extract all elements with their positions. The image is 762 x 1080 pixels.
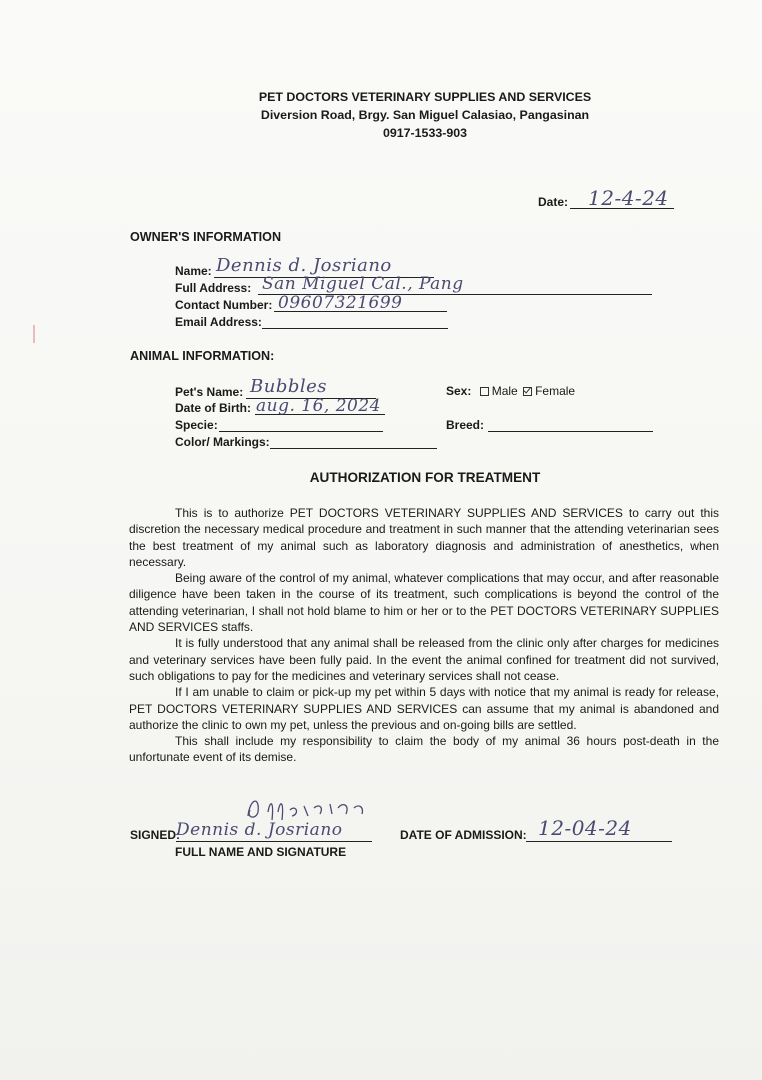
full-name-signature-label: FULL NAME AND SIGNATURE	[175, 845, 347, 859]
admission-label: DATE OF ADMISSION:	[400, 828, 527, 842]
authorization-paragraph: Being aware of the control of my animal, whatever complications that may occur, and after reasonable diligence have been taken in the course of its treatment, such complications is beyond the control of the attending veterinarian, I shall not hold blame to him or her or to the PET DOCTORS VETERINARY SUPPLIES AND SERVICES staffs.	[129, 571, 719, 635]
color-label: Color/ Markings:	[175, 435, 270, 449]
sex-field	[446, 384, 575, 398]
owner-address-value[interactable]: San Miguel Cal., Pang	[262, 274, 464, 294]
date-value[interactable]: 12-4-24	[588, 186, 669, 210]
breed-label: Breed:	[446, 418, 485, 432]
owner-address-label: Full Address:	[175, 281, 252, 295]
owner-name-label: Name:	[175, 264, 212, 278]
paper-mark	[33, 325, 35, 343]
owner-contact-value[interactable]: 09607321699	[278, 293, 403, 313]
sex-male-checkbox[interactable]	[480, 387, 489, 396]
animal-section-title: ANIMAL INFORMATION:	[130, 349, 275, 363]
owner-name-value[interactable]: Dennis d. Josriano	[216, 255, 392, 276]
dob-value[interactable]: aug. 16, 2024	[256, 396, 381, 416]
pet-name-value[interactable]: Bubbles	[250, 376, 328, 397]
breed-line	[488, 431, 653, 432]
signed-line	[176, 841, 372, 842]
authorization-paragraph: If I am unable to claim or pick-up my pet within 5 days with notice that my animal is ready for release, PET DOCTORS VETERINARY SUPPLIES AND SERVICES can assume that my animal is abandoned and authorize the clinic to own my pet, unless the previous and on-going bills are settled.	[129, 685, 719, 732]
sex-label: Sex:	[446, 384, 472, 398]
specie-label: Specie:	[175, 418, 218, 432]
color-line	[270, 448, 437, 449]
dob-label: Date of Birth:	[175, 401, 251, 415]
admission-value[interactable]: 12-04-24	[538, 816, 632, 840]
business-address: Diversion Road, Brgy. San Miguel Calasiao, Pangasinan	[260, 108, 590, 122]
owner-section-title: OWNER'S INFORMATION	[130, 230, 282, 244]
owner-contact-label: Contact Number:	[175, 298, 273, 312]
signature-scribble	[238, 790, 378, 826]
sex-female-label: Female	[535, 384, 576, 398]
owner-email-label: Email Address:	[175, 315, 262, 329]
pet-name-label: Pet's Name:	[175, 385, 244, 399]
sex-female-checkbox[interactable]	[523, 387, 532, 396]
authorization-paragraph: This shall include my responsibility to claim the body of my animal 36 hours post-death in the unfortunate event of its demise.	[129, 734, 719, 765]
sex-male-label: Male	[491, 384, 518, 398]
admission-line	[526, 841, 672, 842]
authorization-paragraph: It is fully understood that any animal shall be released from the clinic only after charges for medicines and veterinary services have been fully paid. In the event the animal confined for treatment did not survived, such obligations to pay for the medicines and veterinary services shall not cease.	[129, 636, 719, 683]
business-phone: 0917-1533-903	[382, 126, 468, 140]
business-name: PET DOCTORS VETERINARY SUPPLIES AND SERVICES	[258, 90, 592, 104]
signed-value[interactable]: Dennis d. Josriano	[176, 820, 343, 840]
authorization-body	[129, 505, 719, 766]
signed-label: SIGNED:	[130, 828, 181, 842]
date-label: Date:	[538, 195, 569, 209]
specie-line	[219, 431, 383, 432]
authorization-title: AUTHORIZATION FOR TREATMENT	[309, 470, 541, 485]
authorization-paragraph: This is to authorize PET DOCTORS VETERINARY SUPPLIES AND SERVICES to carry out this discretion the necessary medical procedure and treatment in such manner that the attending veterinarian sees the best treatment of my animal such as laboratory diagnosis and administration of anesthetics, when necessary.	[129, 506, 719, 569]
owner-email-line	[262, 328, 448, 329]
